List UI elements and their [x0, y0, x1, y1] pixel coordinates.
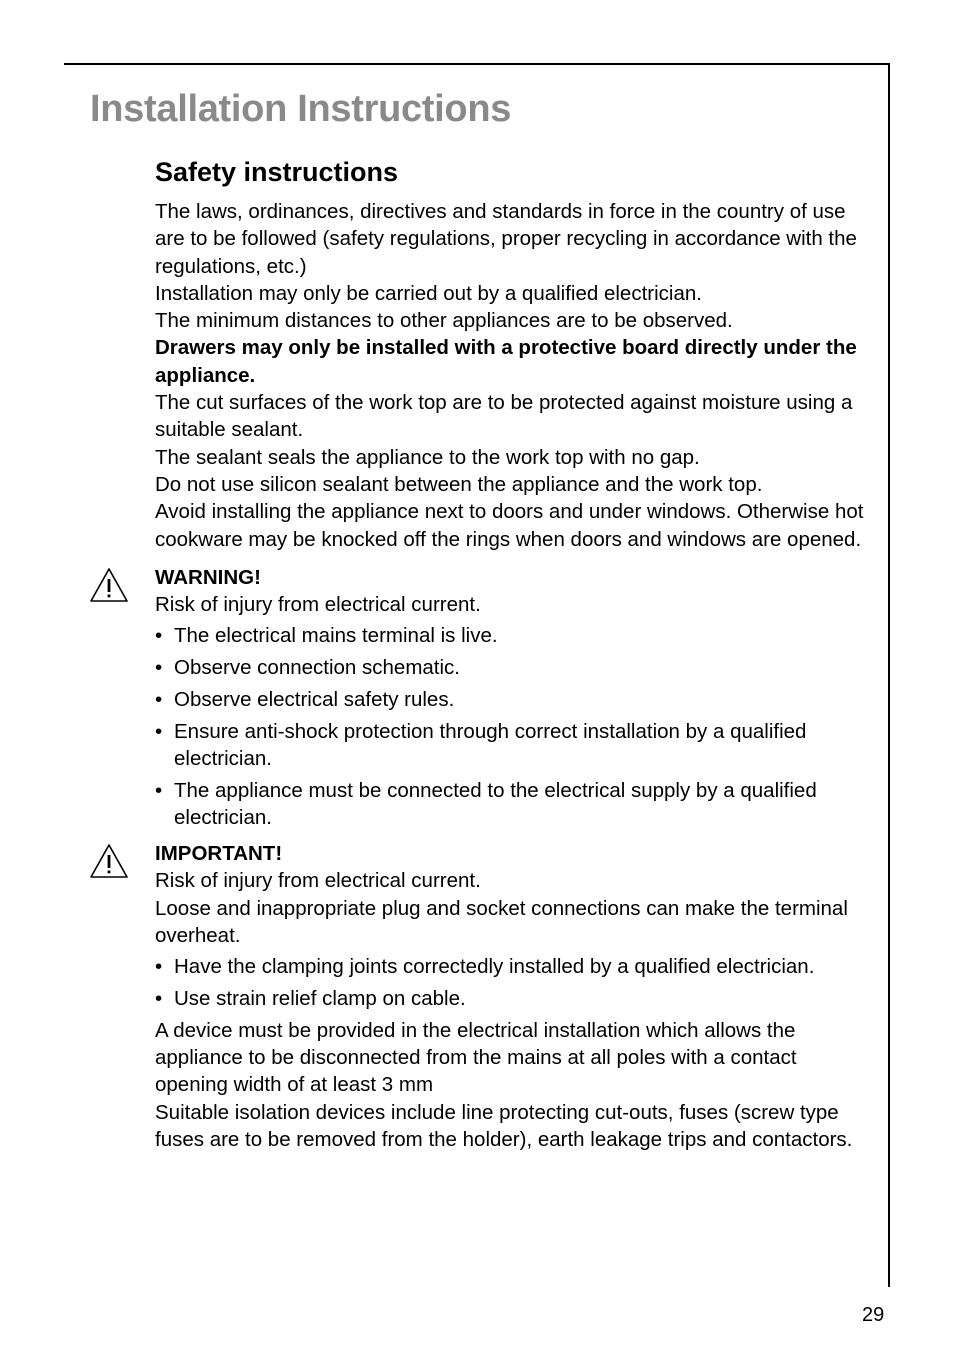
section-title: Safety instructions — [155, 157, 399, 187]
intro-paragraph: The laws, ordinances, directives and standards in force in the country of use are to be followed (safety regulations, proper recycling in accordance with the regulations, etc.) — [155, 200, 857, 278]
intro-paragraph: Do not use silicon sealant between the appliance and the work top. — [155, 472, 763, 496]
intro-paragraph-bold: Drawers may only be installed with a protective board directly under the appliance. — [155, 336, 857, 387]
important-text: Loose and inappropriate plug and socket connections can make the terminal overheat. — [155, 896, 848, 947]
warning-triangle-icon — [88, 566, 130, 604]
list-item: • Ensure anti-shock protection through correct installation by a qualified electrician. — [155, 719, 807, 770]
page-title: Installation Instructions — [90, 88, 512, 130]
warning-block — [155, 564, 867, 831]
intro-paragraph: Avoid installing the appliance next to doors and under windows. Otherwise hot cookware may be knocked off the rings when doors and windows are opened. — [155, 500, 864, 551]
warning-label: WARNING! — [155, 565, 261, 589]
list-item: • Use strain relief clamp on cable. — [155, 986, 466, 1010]
closing-paragraph: Suitable isolation devices include line protecting cut-outs, fuses (screw type fuses are to be removed from the holder), earth leakage trips and contactors. — [155, 1100, 853, 1151]
intro-paragraph: The sealant seals the appliance to the work top with no gap. — [155, 445, 700, 469]
page-number: 29 — [862, 1304, 885, 1326]
main-content — [155, 150, 867, 1153]
warning-triangle-icon — [88, 842, 130, 880]
intro-paragraph: Installation may only be carried out by a qualified electrician. — [155, 281, 702, 305]
closing-block — [155, 1017, 867, 1153]
list-item: • Observe electrical safety rules. — [155, 687, 455, 711]
intro-block — [155, 198, 867, 553]
intro-paragraph: The cut surfaces of the work top are to be protected against moisture using a suitable sealant. — [155, 391, 853, 442]
list-item: • Have the clamping joints correctedly installed by a qualified electrician. — [155, 955, 815, 979]
important-text: Risk of injury from electrical current. — [155, 869, 481, 893]
warning-list — [155, 622, 867, 831]
warning-text: Risk of injury from electrical current. — [155, 593, 481, 617]
top-rule — [64, 63, 890, 65]
side-rule — [888, 63, 890, 1287]
important-label: IMPORTANT! — [155, 842, 283, 866]
intro-paragraph: The minimum distances to other appliances are to be observed. — [155, 309, 733, 333]
list-item: • Observe connection schematic. — [155, 656, 460, 680]
closing-paragraph: A device must be provided in the electrical installation which allows the appliance to be disconnected from the mains at all poles with a contact opening width of at least 3 mm — [155, 1018, 797, 1097]
list-item: • The electrical mains terminal is live. — [155, 624, 498, 648]
list-item: • The appliance must be connected to the electrical supply by a qualified electrician. — [155, 778, 817, 829]
important-block — [155, 840, 867, 1012]
important-list — [155, 953, 867, 1012]
